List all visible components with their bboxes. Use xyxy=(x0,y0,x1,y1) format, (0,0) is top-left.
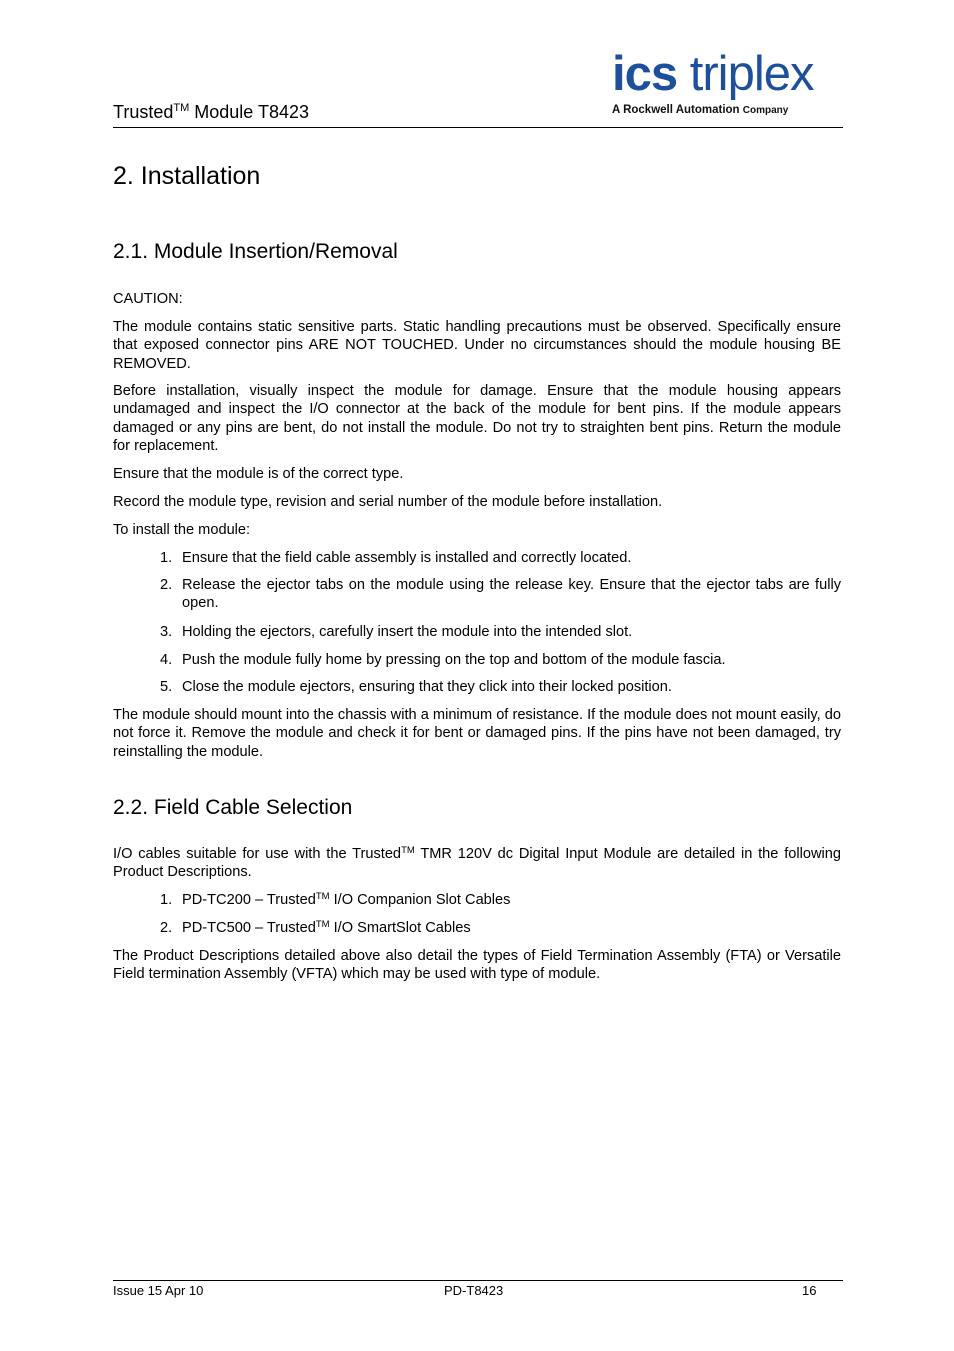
caution-label: CAUTION: xyxy=(113,291,183,307)
step-text: Release the ejector tabs on the module using the release key. Ensure that the ejector tabs are fully open. xyxy=(182,577,841,612)
trademark-mark: TM xyxy=(315,891,330,902)
logo-tagline-bold: A Rockwell Automation xyxy=(612,104,740,116)
cable-list-item xyxy=(160,891,841,909)
footer-issue: Issue 15 Apr 10 xyxy=(113,1283,204,1298)
item-text-b: I/O SmartSlot Cables xyxy=(329,920,471,936)
paragraph-static-warning: The module contains static sensitive parts. Static handling precautions must be observed. Specifically ensure that exposed connector pins ARE NOT TOUCHED. Under no circumstances should the module housing BE REMOVED. xyxy=(113,319,841,372)
company-logo xyxy=(612,46,844,122)
step-text: Push the module fully home by pressing on the top and bottom of the module fascia. xyxy=(182,652,726,668)
paragraph-record-details: Record the module type, revision and serial number of the module before installation. xyxy=(113,494,663,510)
install-step xyxy=(160,549,841,567)
footer-page-number: 16 xyxy=(802,1283,817,1298)
footer-rule xyxy=(113,1280,843,1281)
step-text: Ensure that the field cable assembly is installed and correctly located. xyxy=(182,550,632,566)
install-step xyxy=(160,623,841,641)
paragraph-install-intro: To install the module: xyxy=(113,522,251,538)
step-text: Close the module ejectors, ensuring that they click into their locked position. xyxy=(182,679,672,695)
footer-doc-id: PD-T8423 xyxy=(444,1283,504,1298)
paragraph-cables-intro xyxy=(113,845,841,882)
step-number: 2. xyxy=(160,577,173,593)
step-number: 3. xyxy=(160,624,173,640)
paragraph-inspection: Before installation, visually inspect the module for damage. Ensure that the module housing appears undamaged and inspect the I/O connector at the back of the module for bent pins. If the module appears damaged or any pins are bent, do not install the module. Do not try to straighten bent pins. Return the module for replacement. xyxy=(113,383,841,455)
step-number: 4. xyxy=(160,652,173,668)
install-step xyxy=(160,651,841,669)
step-number: 5. xyxy=(160,679,173,695)
install-step xyxy=(160,678,841,696)
item-text-a: PD-TC500 – Trusted xyxy=(182,920,316,936)
item-number: 1. xyxy=(160,892,173,908)
step-number: 1. xyxy=(160,550,173,566)
logo-ics: ics xyxy=(612,47,678,101)
trademark-mark: TM xyxy=(401,845,415,856)
logo-triplex: triplex xyxy=(689,47,814,101)
cables-intro-text-a: I/O cables suitable for use with the Trusted xyxy=(113,846,402,862)
paragraph-mount-resistance: The module should mount into the chassis with a minimum of resistance. If the module does not mount easily, do not force it. Remove the module and check it for bent or damaged pins. If the pins have not been damaged, try reinstalling the module. xyxy=(113,707,841,760)
logo-wordmark xyxy=(612,46,813,102)
document-title xyxy=(113,100,309,124)
document-title-suffix: Module T8423 xyxy=(189,102,310,122)
logo-tagline-small: Company xyxy=(742,105,789,116)
trademark-mark: TM xyxy=(173,102,190,114)
install-step xyxy=(160,576,841,613)
cables-intro-text-b: TMR 120V dc Digital Input Module are detailed in the following Product Descriptions. xyxy=(113,846,841,881)
logo-tagline xyxy=(612,103,788,118)
subsection-title-insertion: 2.1. Module Insertion/Removal xyxy=(113,240,398,263)
item-text xyxy=(182,891,841,909)
item-text-a: PD-TC200 – Trusted xyxy=(182,892,316,908)
header-rule xyxy=(113,127,843,128)
section-title: 2. Installation xyxy=(113,162,261,190)
item-text xyxy=(182,919,841,937)
paragraph-fta-details: The Product Descriptions detailed above also detail the types of Field Termination Assembly (FTA) or Versatile Field termination Assembly (VFTA) which may be used with type of module. xyxy=(113,948,841,983)
cable-list-item xyxy=(160,919,841,937)
step-text: Holding the ejectors, carefully insert the module into the intended slot. xyxy=(182,624,633,640)
item-text-b: I/O Companion Slot Cables xyxy=(329,892,511,908)
subsection-title-cable-selection: 2.2. Field Cable Selection xyxy=(113,796,353,819)
document-title-prefix: Trusted xyxy=(113,102,174,122)
paragraph-correct-type: Ensure that the module is of the correct type. xyxy=(113,466,404,482)
item-number: 2. xyxy=(160,920,173,936)
trademark-mark: TM xyxy=(315,919,330,930)
